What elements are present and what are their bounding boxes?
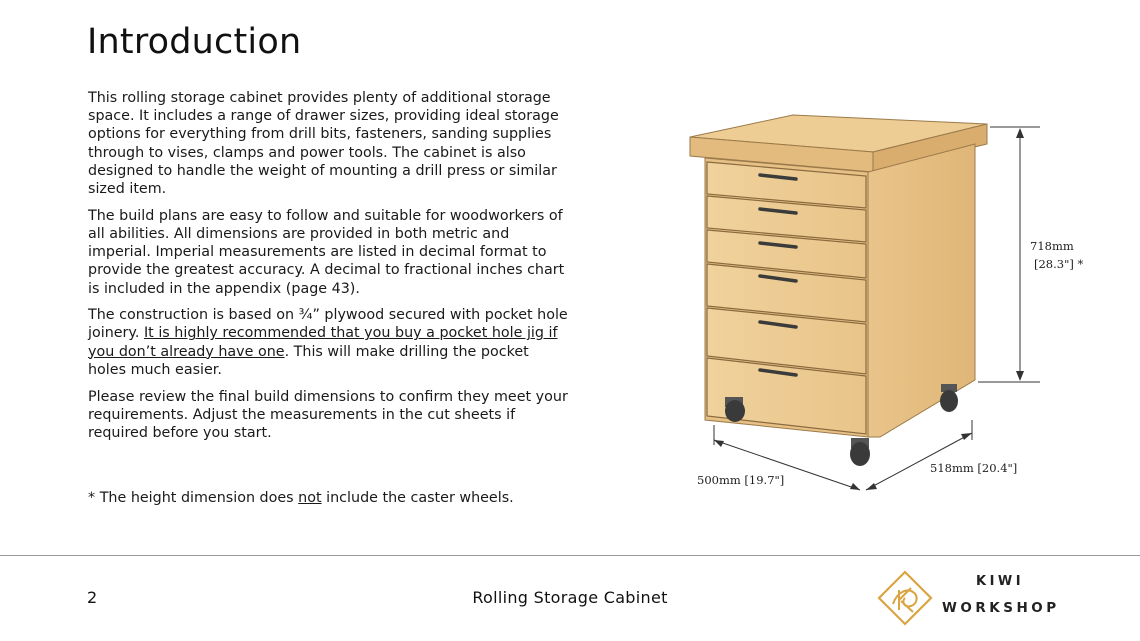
paragraph-1: This rolling storage cabinet provides plenty of additional storage space. It includes a range of drawer sizes, providing ideal storage options for everything from drill bits, fasteners, sanding supplies through to vises, clamps and power tools. The cabinet is also designed to handle the weight of mounting a drill press or similar sized item. <box>88 90 559 198</box>
height-footnote <box>88 490 514 506</box>
note-start: * The height dimension does <box>88 490 299 506</box>
intro-body <box>88 89 568 451</box>
height-imperial-label: [28.3"] * <box>1034 257 1084 271</box>
caster-front-right <box>850 442 870 466</box>
width-label: 500mm [19.7"] <box>697 473 785 487</box>
cabinet-side <box>868 144 975 437</box>
note-underlined: not <box>298 490 322 506</box>
kiwi-workshop-logo-icon <box>877 570 937 628</box>
note-end: include the caster wheels. <box>321 490 514 506</box>
page-number: 2 <box>87 588 98 607</box>
page-title: Introduction <box>87 22 302 62</box>
caster-front-left <box>725 400 745 422</box>
paragraph-2: The build plans are easy to follow and suitable for woodworkers of all abilities. All dimensions are provided in both metric and imperial. Imperial measurements are listed in decimal format to provide the greatest accuracy. A decimal to fractional inches chart is included in the appendix (page 43). <box>88 207 565 297</box>
caster-back-right <box>940 390 958 412</box>
paragraph-3 <box>88 306 568 379</box>
recommendation-underlined: It is highly recommended that you buy a pocket hole jig if you don’t already have one <box>88 325 558 360</box>
height-dimension <box>978 127 1040 382</box>
depth-label: 518mm [20.4"] <box>930 461 1018 475</box>
height-metric-label: 718mm <box>1030 239 1074 253</box>
paragraph-4: Please review the final build dimensions to confirm they meet your requirements. Adjust the measurements in the cut sheets if required before you start. <box>88 388 568 441</box>
drawers <box>707 162 866 434</box>
paragraph-3-end: . This will make drilling the pocket holes much easier. <box>88 343 529 378</box>
footer-divider <box>0 555 1140 556</box>
cabinet-illustration <box>680 100 1100 500</box>
brand-name-line1: KIWI <box>976 574 1025 589</box>
brand-name-line2: WORKSHOP <box>942 600 1060 616</box>
footer-document-title: Rolling Storage Cabinet <box>472 588 668 607</box>
paragraph-3-start: The construction is based on ¾” plywood secured with pocket hole joinery. <box>88 307 568 342</box>
